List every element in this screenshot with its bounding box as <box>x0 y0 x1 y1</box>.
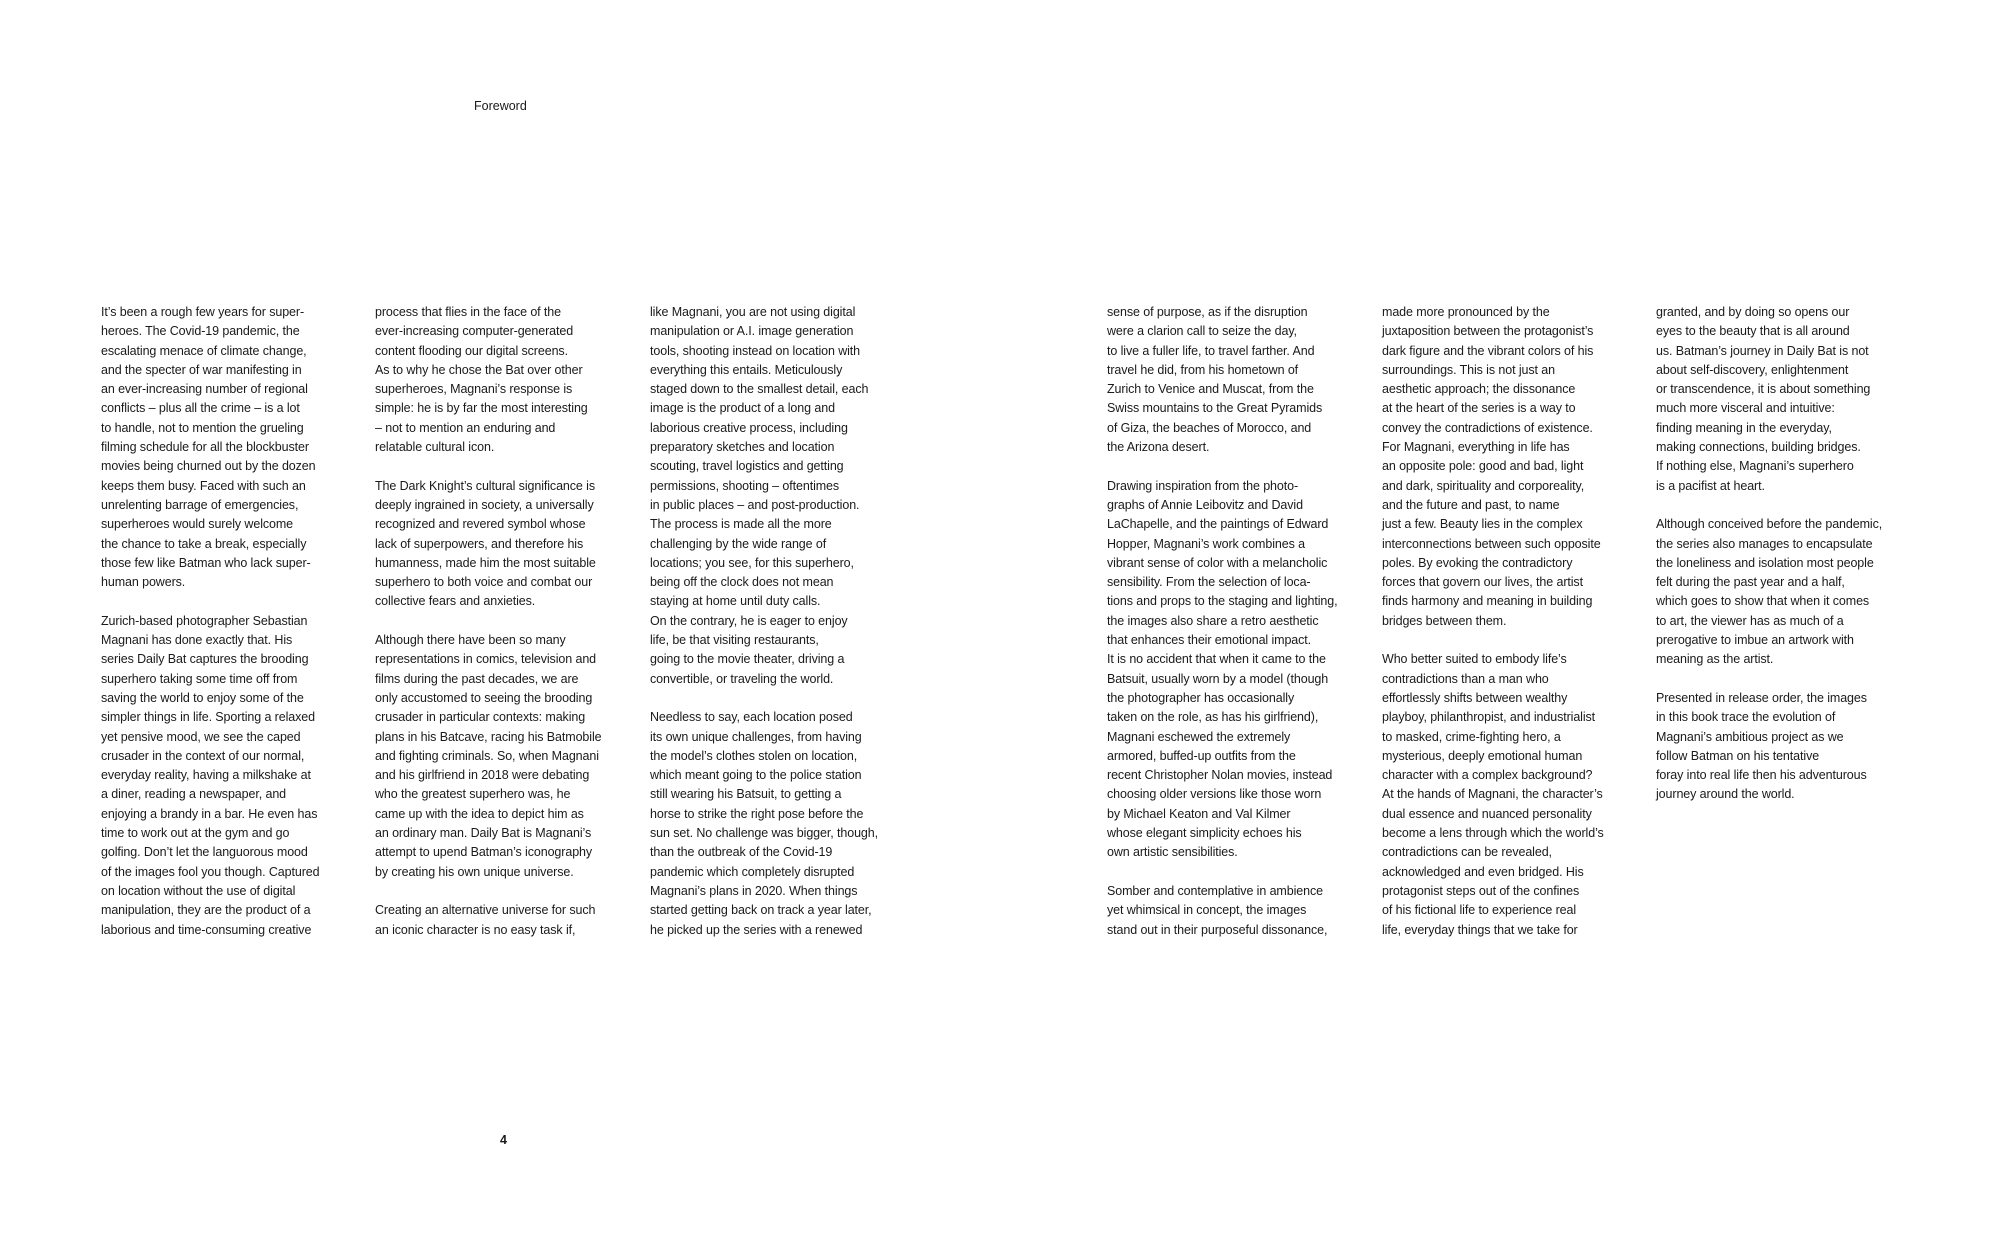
paragraph: Creating an alternative universe for such an iconic character is no easy task if, <box>375 903 596 937</box>
paragraph: Although conceived before the pandemic, the series also manages to encapsulate the loneliness and isolation most people felt during the past year and a half, which goes to show that when it comes to art, the viewer has as much of a prerogative to imbue an artwork with meaning as the artist. <box>1656 517 1883 667</box>
text-column-4 <box>1107 303 1365 940</box>
text-column-5 <box>1382 303 1640 940</box>
paragraph: The Dark Knight’s cultural significance is deeply ingrained in society, a universally recognized and revered symbol whose lack of superpowers, and therefore his humanness, made him the most suitable superhero to both voice and combat our collective fears and anxieties. <box>375 478 596 609</box>
paragraph: Somber and contemplative in ambience yet whimsical in concept, the images stand out in their purposeful dissonance, <box>1107 883 1328 937</box>
paragraph: It’s been a rough few years for super- heroes. The Covid-19 pandemic, the escalating menace of climate change, and the specter of war manifesting in an ever-increasing number of regional conflicts – plus all the crime – is a lot to handle, not to mention the grueling filming schedule for all the blockbuster movies being churned out by the dozen keeps them busy. Faced with such an unrelenting barrage of emergencies, superheroes would surely welcome the chance to take a break, especially those few like Batman who lack super- human powers. <box>101 305 316 590</box>
paragraph: Presented in release order, the images in this book trace the evolution of Magnani’s ambitious project as we follow Batman on his tentative foray into real life then his adventurous journey around the world. <box>1656 690 1867 802</box>
section-label: Foreword <box>474 99 527 113</box>
paragraph: Zurich-based photographer Sebastian Magnani has done exactly that. His series Daily Bat captures the brooding superhero taking some time off from saving the world to enjoy some of the simpler things in life. Sporting a relaxed yet pensive mood, we see the caped crusader in the context of our normal, everyday reality, having a milkshake at a diner, reading a newspaper, and enjoying a brandy in a bar. He even has time to work out at the gym and go golfing. Don’t let the languorous mood of the images fool you though. Captured on location without the use of digital manipulation, they are the product of a laborious and time-consuming creative <box>101 613 320 937</box>
paragraph: made more pronounced by the juxtaposition between the protagonist’s dark figure and the vibrant colors of his surroundings. This is not just an aesthetic approach; the dissonance at the heart of the series is a way to convey the contradictions of existence. For Magnani, everything in life has an opposite pole: good and bad, light and dark, spirituality and corporeality, and the future and past, to name just a few. Beauty lies in the complex interconnections between such opposite poles. By evoking the contradictory forces that govern our lives, the artist finds harmony and meaning in building bridges between them. <box>1382 305 1601 628</box>
paragraph: Needless to say, each location posed its own unique challenges, from having the model’s clothes stolen on location, which meant going to the police station still wearing his Batsuit, to getting a horse to strike the right pose before the sun set. No challenge was bigger, though, than the outbreak of the Covid-19 pandemic which completely disrupted Magnani’s plans in 2020. When things started getting back on track a year later, he picked up the series with a renewed <box>650 710 878 937</box>
paragraph: Who better suited to embody life’s contradictions than a man who effortlessly shifts between wealthy playboy, philanthropist, and industrialist to masked, crime-fighting hero, a mysterious, deeply emotional human character with a complex background? At the hands of Magnani, the character’s dual essence and nuanced personality become a lens through which the world’s contradictions can be revealed, acknowledged and even bridged. His protagonist steps out of the confines of his fictional life to experience real life, everyday things that we take for <box>1382 652 1604 937</box>
text-column-2 <box>375 303 633 940</box>
paragraph: like Magnani, you are not using digital manipulation or A.I. image generation tools, shooting instead on location with everything this entails. Meticulously staged down to the smallest detail, each image is the product of a long and laborious creative process, including preparatory sketches and location scouting, travel logistics and getting permissions, shooting – oftentimes in public places – and post-production. The process is made all the more challenging by the wide range of locations; you see, for this superhero, being off the clock does not mean staying at home until duty calls. On the contrary, he is eager to enjoy life, be that visiting restaurants, going to the movie theater, driving a convertible, or traveling the world. <box>650 305 869 686</box>
paragraph: sense of purpose, as if the disruption were a clarion call to seize the day, to live a fuller life, to travel farther. And travel he did, from his hometown of Zurich to Venice and Muscat, from the Swiss mountains to the Great Pyramids of Giza, the beaches of Morocco, and the Arizona desert. <box>1107 305 1323 455</box>
text-column-6 <box>1656 303 1914 805</box>
paragraph: Although there have been so many representations in comics, television and films during the past decades, we are only accustomed to seeing the brooding crusader in particular contexts: making plans in his Batcave, racing his Batmobile and fighting criminals. So, when Magnani and his girlfriend in 2018 were debating who the greatest superhero was, he came up with the idea to depict him as an ordinary man. Daily Bat is Magnani’s attempt to upend Batman’s iconography by creating his own unique universe. <box>375 633 602 879</box>
page-number: 4 <box>500 1133 507 1147</box>
text-column-1 <box>101 303 359 940</box>
text-column-3 <box>650 303 908 940</box>
paragraph: process that flies in the face of the ever-increasing computer-generated content flooding our digital screens. As to why he chose the Bat over other superheroes, Magnani’s response is simple: he is by far the most interesting – not to mention an enduring and relatable cultural icon. <box>375 305 588 455</box>
paragraph: granted, and by doing so opens our eyes to the beauty that is all around us. Batman’s journey in Daily Bat is not about self-discovery, enlightenment or transcendence, it is about something much more visceral and intuitive: finding meaning in the everyday, making connections, building bridges. If nothing else, Magnani’s superhero is a pacifist at heart. <box>1656 305 1871 493</box>
paragraph: Drawing inspiration from the photo- graphs of Annie Leibovitz and David LaChapelle, and the paintings of Edward Hopper, Magnani’s work combines a vibrant sense of color with a melancholic sensibility. From the selection of loca- tions and props to the staging and lighting, the images also share a retro aesthetic that enhances their emotional impact. It is no accident that when it came to the Batsuit, usually worn by a model (though the photographer has occasionally taken on the role, as has his girlfriend), Magnani eschewed the extremely armored, buffed-up outfits from the recent Christopher Nolan movies, instead choosing older versions like those worn by Michael Keaton and Val Kilmer whose elegant simplicity echoes his own artistic sensibilities. <box>1107 478 1338 860</box>
